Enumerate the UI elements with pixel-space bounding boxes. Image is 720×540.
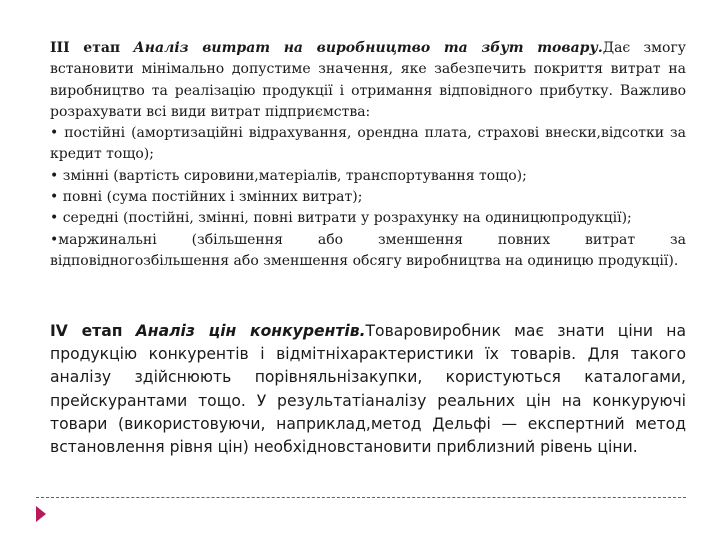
cost-item-fixed: • постійні (амортизаційні відрахування, орендна плата, страхові внески,відсотки за кредит тощо);	[50, 125, 686, 163]
stage-4-title: Аналіз цін конкурентів.	[135, 322, 366, 340]
stage-3-title: Аналіз витрат на виробництво та збут товару.	[133, 40, 603, 56]
cost-item-total: • повні (сума постійних і змінних витрат);	[50, 189, 363, 206]
stage-4-text: Товаровиробник має знати ціни на продукцію конкурентів і відмітніхарактеристики їх товарів. Для такого аналізу здійснюють порівняльнізакупки, користуються каталогами, прейскурантами тощо. У результатіаналізу реальних цін на конкуруючі товари (використовуючи, наприклад,метод Дельфі — експертний метод встановлення рівня цін) необхідновстановити приблизний рівень ціни.	[50, 322, 687, 457]
play-arrow-icon[interactable]	[36, 506, 46, 522]
stage-3-intro-paragraph	[50, 38, 686, 123]
cost-item-marginal: •маржинальні (збільшення або зменшення повних витрат за відповідногозбільшення або зменшення обсягу виробництва на одиницю продукції).	[50, 231, 686, 269]
stage-3-label: III етап	[50, 40, 121, 56]
stage-3-section	[50, 38, 686, 272]
stage-3-intro: Дає змогу встановити мінімально допустиме значення, яке забезпечить покриття витрат на виробництво та реалізацію продукції і отримання відповідного прибутку. Важливо розрахувати всі види витрат підприємства:	[50, 40, 687, 120]
footer-divider	[36, 497, 686, 498]
cost-item-average: • середні (постійні, змінні, повні витрати у розрахунку на одиницюпродукції);	[50, 210, 632, 227]
stage-4-label: IV етап	[50, 322, 123, 340]
stage-4-section	[50, 320, 686, 459]
cost-item-variable: • змінні (вартість сировини,матеріалів, транспортування тощо);	[50, 167, 527, 184]
stage-4-paragraph	[50, 320, 686, 459]
